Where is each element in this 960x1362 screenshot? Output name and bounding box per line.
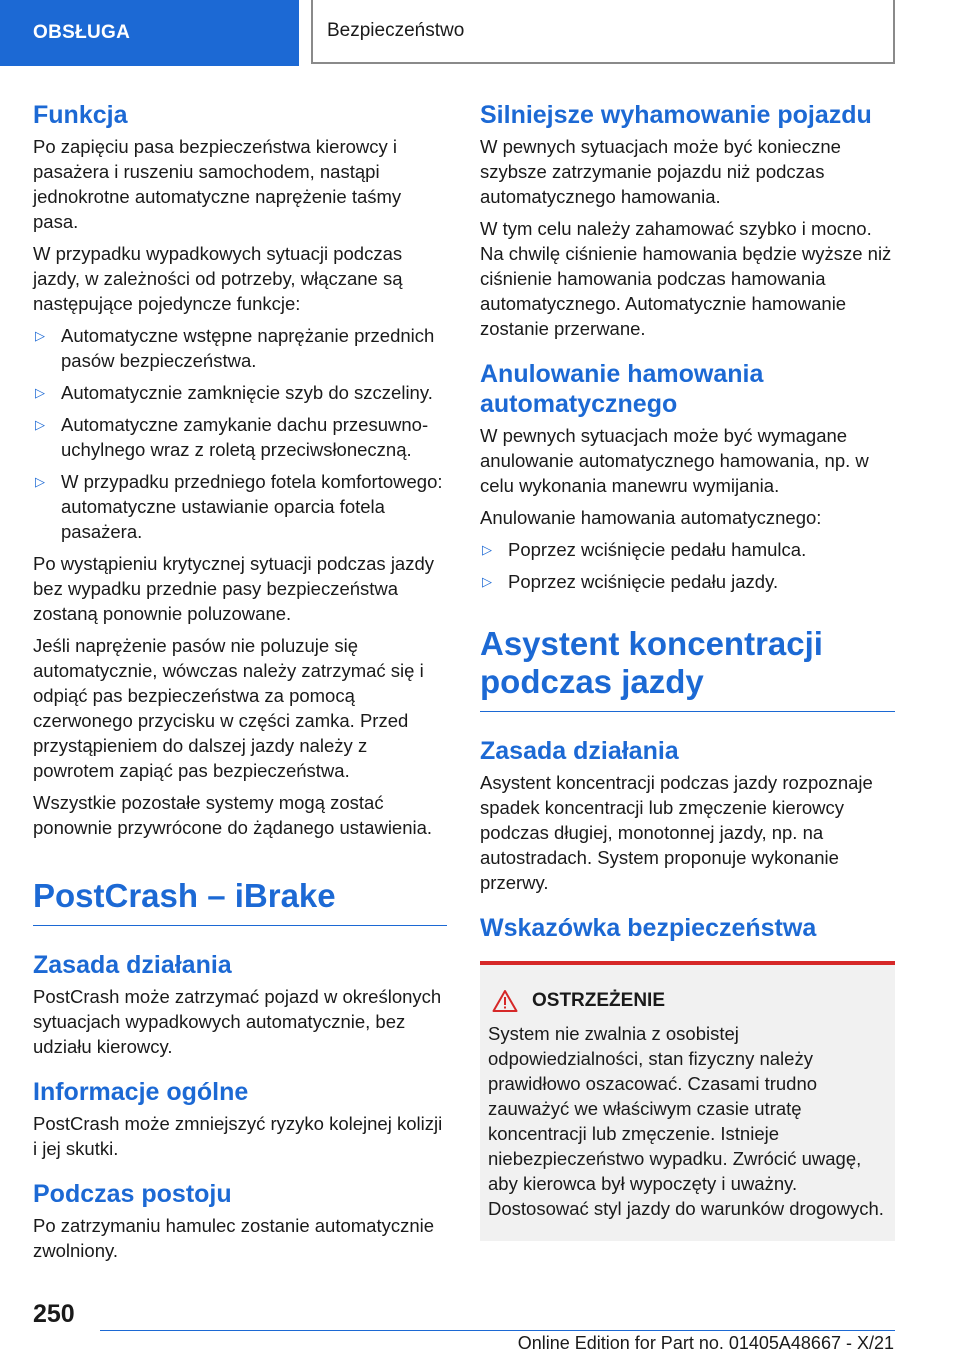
triangle-bullet-icon: ▷ — [35, 474, 45, 489]
heading-funkcja: Funkcja — [33, 101, 128, 129]
section-title-asystent: Asystent koncentracji podczas jazdy — [480, 625, 895, 712]
warning-title: OSTRZEŻENIE — [532, 990, 666, 1011]
section-title-postcrash: PostCrash – iBrake — [33, 877, 447, 926]
list-item: ▷ Automatyczne wstępne naprężanie przednich pasów bezpieczeństwa. — [35, 325, 435, 371]
list-item: ▷ Automatyczne zamykanie dachu przesuwno-uchylnego wraz z roletą przeciwsłoneczną. — [35, 414, 429, 460]
header-section-tab: OBSŁUGA — [0, 0, 299, 66]
funkcja-paragraph-3: Po wystąpieniu krytycznej sytuacji podczas jazdy bez wypadku przednie pasy bezpieczeństwa zostaną ponownie poluzowane. — [33, 553, 435, 624]
left-column — [33, 100, 447, 1270]
list-item: ▷ Poprzez wciśnięcie pedału jazdy. — [482, 571, 779, 592]
triangle-bullet-icon: ▷ — [35, 328, 45, 343]
header-topic-label: Bezpieczeństwo — [327, 20, 465, 41]
anulowanie-list — [480, 537, 895, 594]
anulowanie-paragraph-2: Anulowanie hamowania automatycznego: — [480, 507, 822, 528]
warning-header — [488, 989, 887, 1013]
funkcja-paragraph-2: W przypadku wypadkowych sytuacji podczas jazdy, w zależności od potrzeby, włączane są następujące pojedyncze funkcje: — [33, 243, 403, 314]
footer-edition: Online Edition for Part no. 01405A48667 - X/21 — [517, 1333, 894, 1353]
heading-zasada-dzialania-asystent: Zasada działania — [480, 737, 679, 765]
triangle-bullet-icon: ▷ — [35, 385, 45, 400]
heading-wskazowka-bezpieczenstwa: Wskazówka bezpieczeństwa — [480, 914, 817, 942]
header-topic — [311, 0, 895, 64]
list-item: ▷ W przypadku przedniego fotela komfortowego: automatyczne ustawianie oparcia fotela pasażera. — [35, 471, 443, 542]
triangle-bullet-icon: ▷ — [35, 417, 45, 432]
funkcja-paragraph-4: Jeśli naprężenie pasów nie poluzuje się automatycznie, wówczas należy zatrzymać się i odpiąć pas bezpieczeństwa za pomocą czerwonego przycisku w części zamka. Przed przystąpieniem do dalszej jazdy należy z powrotem zapiąć pas bezpieczeństwa. — [33, 635, 424, 781]
heading-podczas-postoju: Podczas postoju — [33, 1180, 232, 1208]
postcrash-postoj-text: Po zatrzymaniu hamulec zostanie automatycznie zwolniony. — [33, 1215, 435, 1261]
heading-silniejsze-wyhamowanie: Silniejsze wyhamowanie pojazdu — [480, 101, 872, 129]
funkcja-paragraph-5: Wszystkie pozostałe systemy mogą zostać ponownie przywrócone do żądanego ustawienia. — [33, 792, 433, 838]
right-column — [480, 100, 895, 1241]
heading-anulowanie-hamowania: Anulowanie hamowania automatycznego — [480, 360, 764, 418]
silniejsze-paragraph-1: W pewnych sytuacjach może być konieczne szybsze zatrzymanie pojazdu niż podczas automatycznego hamowania. — [480, 136, 841, 207]
warning-text: System nie zwalnia z osobistej odpowiedzialności, stan fizyczny należy prawidłowo oszacować. Czasami trudno zauważyć we właściwym czasie utratę koncentracji lub zmęczenie. Istnieje niebezpieczeństwo wypadku. Zwrócić uwagę, aby kierowca był wypoczęty i uważny. Dostosować styl jazdy do warunków drogowych. — [488, 1023, 884, 1219]
triangle-bullet-icon: ▷ — [482, 574, 492, 589]
warning-box — [480, 961, 895, 1241]
postcrash-info-text: PostCrash może zmniejszyć ryzyko kolejnej kolizji i jej skutki. — [33, 1113, 443, 1159]
list-item: ▷ Poprzez wciśnięcie pedału hamulca. — [482, 539, 807, 560]
page-number: 250 — [33, 1300, 75, 1328]
footer-divider — [100, 1330, 895, 1331]
funkcja-list — [33, 323, 447, 544]
list-item: ▷ Automatycznie zamknięcie szyb do szczeliny. — [35, 382, 433, 403]
silniejsze-paragraph-2: W tym celu należy zahamować szybko i mocno. Na chwilę ciśnienie hamowania będzie wyższe niż ciśnienie hamowania podczas hamowania automatycznego. Automatycznie hamowanie zostanie przerwane. — [480, 218, 892, 339]
asystent-zasada-text: Asystent koncentracji podczas jazdy rozpoznaje spadek koncentracji lub zmęczenie kierowcy podczas długiej, monotonnej jazdy, np. na autostradach. System proponuje wykonanie przerwy. — [480, 772, 873, 893]
postcrash-zasada-text: PostCrash może zatrzymać pojazd w określonych sytuacjach wypadkowych automatycznie, bez udziału kierowcy. — [33, 986, 442, 1057]
anulowanie-paragraph-1: W pewnych sytuacjach może być wymagane anulowanie automatycznego hamowania, np. w celu wykonania manewru wymijania. — [480, 425, 869, 496]
funkcja-paragraph-1: Po zapięciu pasa bezpieczeństwa kierowcy i pasażera i ruszeniu samochodem, nastąpi jednokrotne automatyczne naprężenie taśmy pasa. — [33, 136, 402, 232]
heading-informacje-ogolne: Informacje ogólne — [33, 1078, 249, 1106]
triangle-bullet-icon: ▷ — [482, 542, 492, 557]
warning-triangle-icon — [492, 989, 518, 1013]
heading-zasada-dzialania: Zasada działania — [33, 951, 232, 979]
